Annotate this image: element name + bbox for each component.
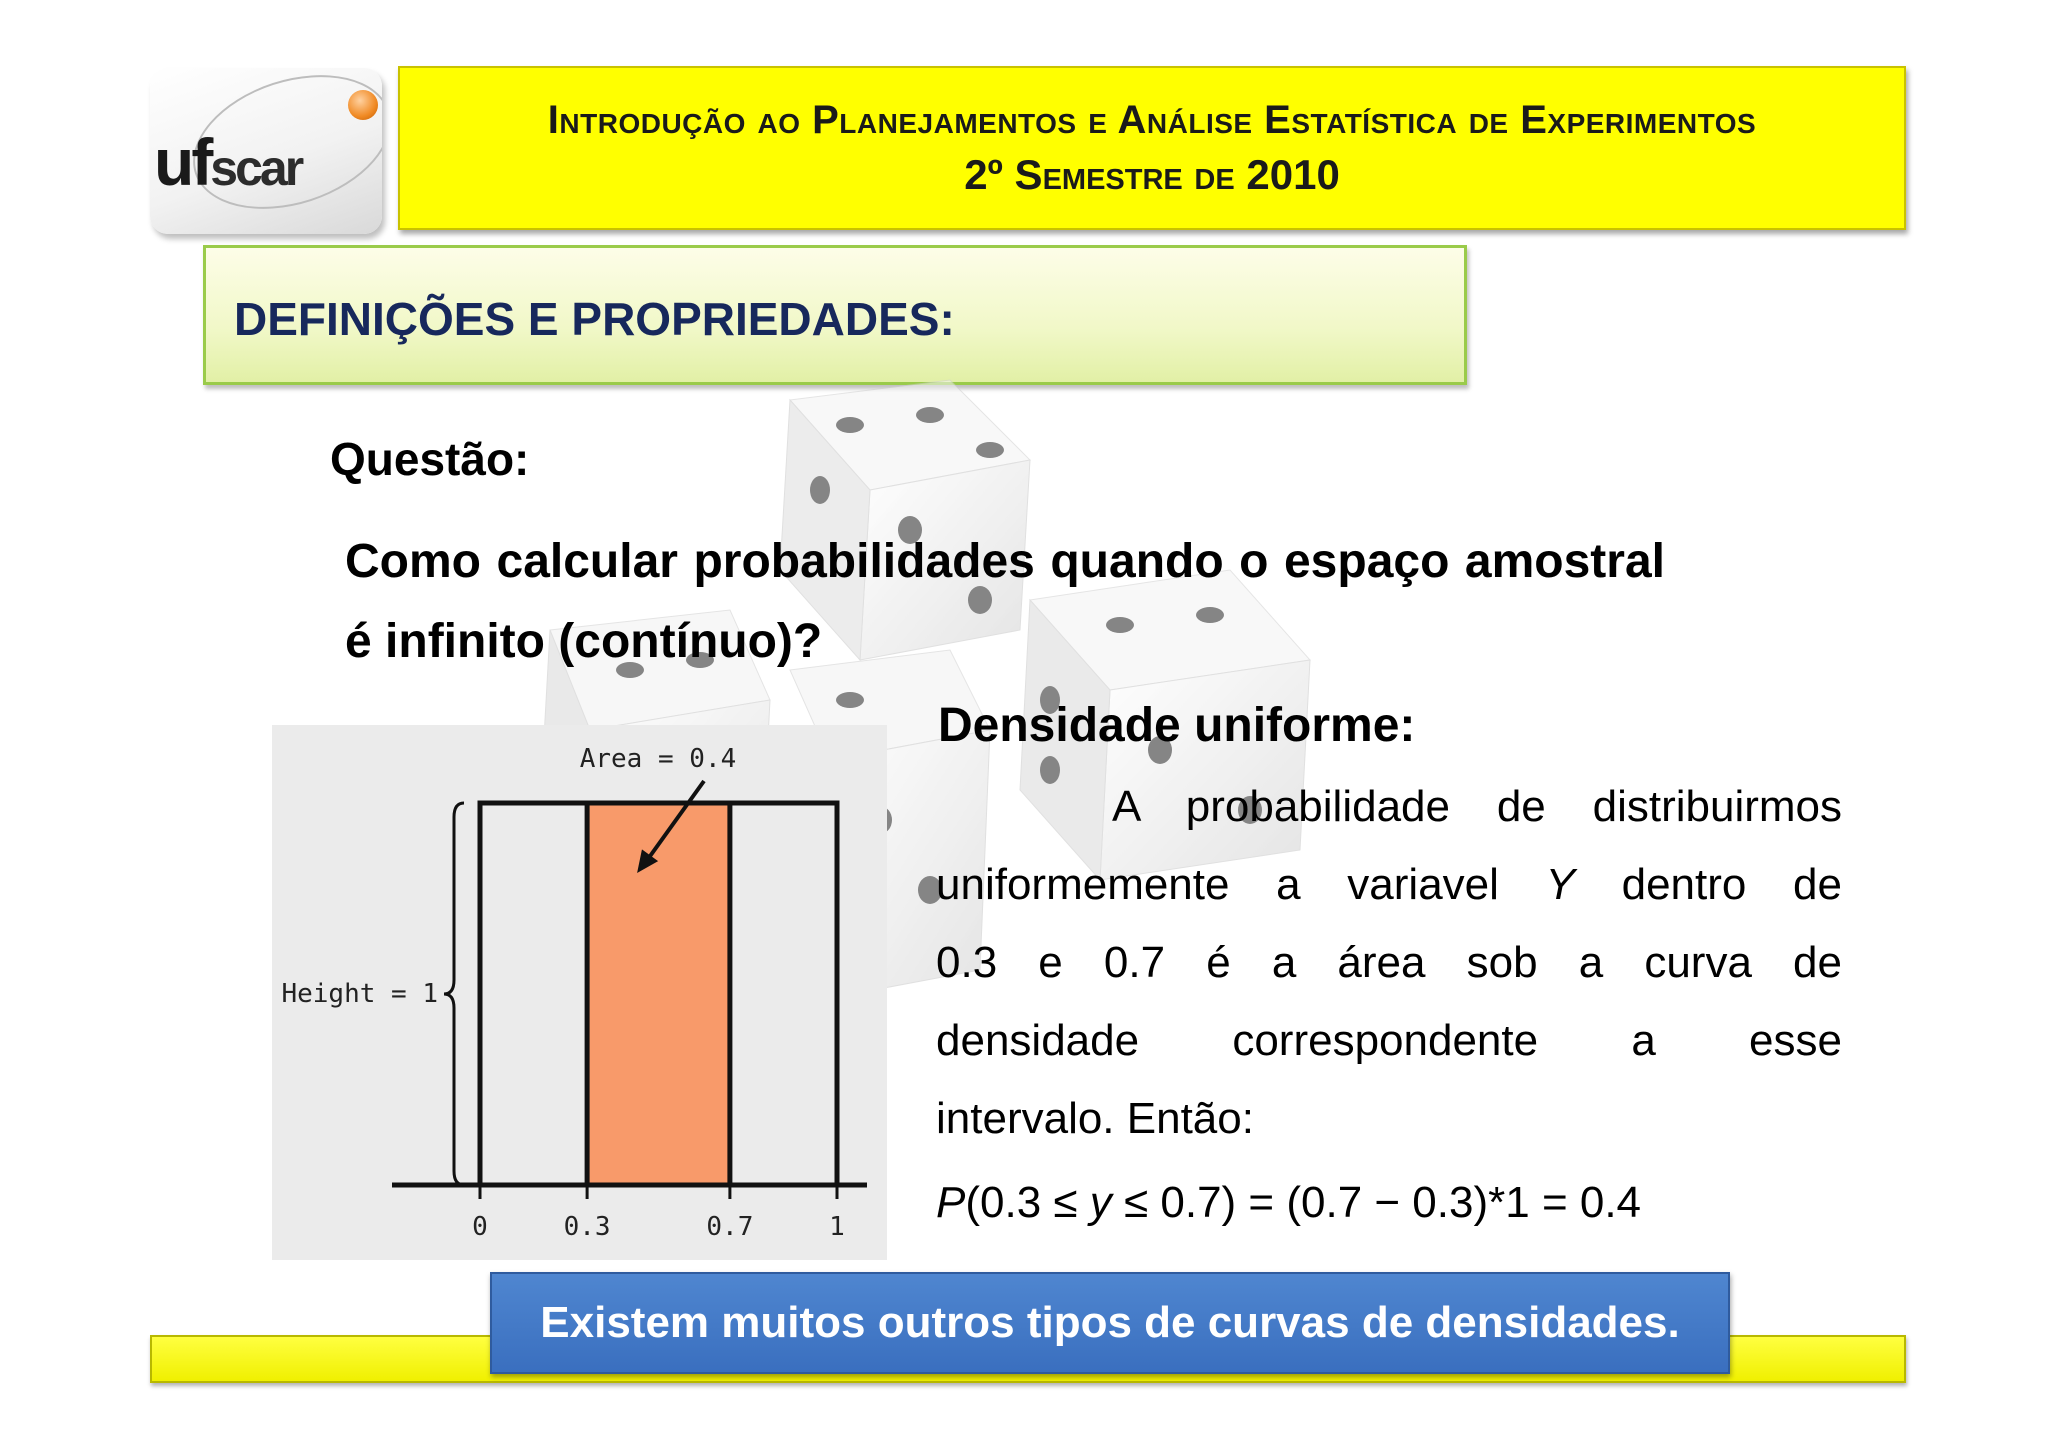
footer-note: Existem muitos outros tipos de curvas de densidades. xyxy=(490,1272,1730,1374)
density-line-2: uniformemente a variavel Y dentro de xyxy=(936,860,1842,909)
question-label: Questão: xyxy=(330,433,530,485)
density-line-4: densidade correspondente a esse xyxy=(936,1016,1842,1065)
density-line-1: A probabilidade de distribuirmos xyxy=(1112,782,1842,831)
header-title-bar xyxy=(398,66,1906,230)
height-label: Height = 1 xyxy=(281,979,438,1009)
x-tick-label: 0.3 xyxy=(563,1212,611,1242)
section-header xyxy=(203,245,1467,385)
x-tick-label: 0 xyxy=(472,1212,488,1242)
area-label: Area = 0.4 xyxy=(579,744,737,774)
logo-orange-dot xyxy=(348,90,378,120)
x-tick-label: 0.7 xyxy=(706,1212,754,1242)
logo-wordmark: ufscar xyxy=(154,125,302,199)
semester-title: 2º Semestre de 2010 xyxy=(964,150,1340,198)
question-text: Como calcular probabilidades quando o espaço amostral é infinito (contínuo)? xyxy=(345,535,1665,668)
probability-formula: P(0.3 ≤ y ≤ 0.7) = (0.7 − 0.3)*1 = 0.4 xyxy=(936,1178,1642,1227)
variable-y: Y xyxy=(1545,860,1575,909)
density-explanation xyxy=(936,768,1842,1158)
uniform-density-diagram xyxy=(272,725,887,1260)
x-tick-label: 1 xyxy=(829,1212,845,1242)
course-title: Introdução ao Planejamentos e Análise Estatística de Experimentos xyxy=(547,97,1757,142)
probability-area-shade xyxy=(587,803,730,1185)
density-line-5: intervalo. Então: xyxy=(936,1094,1254,1143)
university-logo xyxy=(150,68,382,234)
density-line-3: 0.3 e 0.7 é a área sob a curva de xyxy=(936,938,1842,987)
section-title: DEFINIÇÕES E PROPRIEDADES: xyxy=(234,293,955,345)
density-heading: Densidade uniforme: xyxy=(938,699,1416,752)
